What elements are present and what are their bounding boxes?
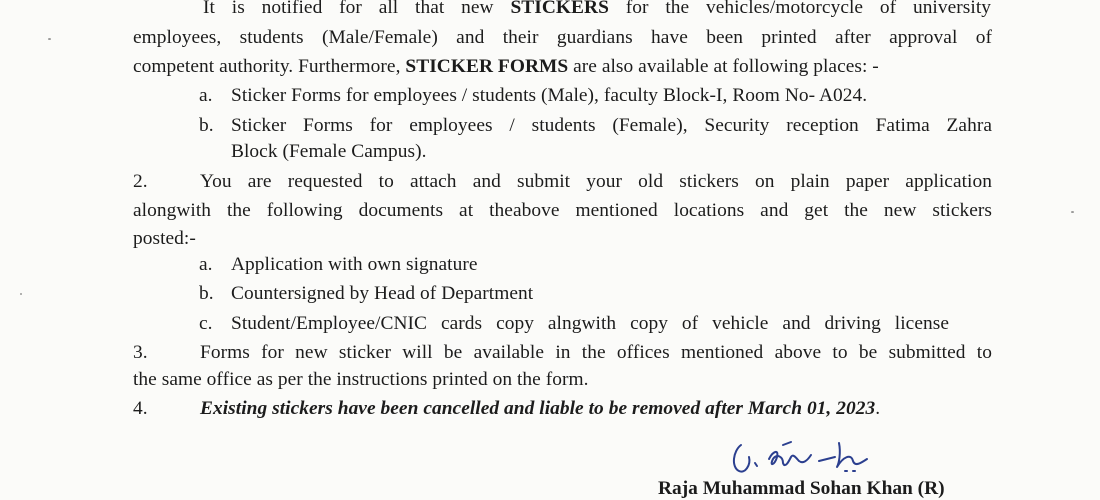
scan-speck xyxy=(20,293,22,295)
para1-line2: employees, students (Male/Female) and their guardians have been printed after approval of xyxy=(133,27,992,48)
list-item: Countersigned by Head of Department xyxy=(231,283,534,304)
list-item: Application with own signature xyxy=(231,254,478,275)
stickers-keyword: STICKERS xyxy=(510,0,609,18)
para3-line2: the same office as per the instructions printed on the form. xyxy=(133,369,589,390)
list-marker: a. xyxy=(199,85,213,106)
para3-number: 3. xyxy=(133,342,148,363)
para2-line2: alongwith the following documents at theabove mentioned locations and get the new stickers xyxy=(133,200,992,221)
para4-number: 4. xyxy=(133,398,148,419)
list-item: Sticker Forms for employees / students (Male), faculty Block-I, Room No- A024. xyxy=(231,85,868,106)
cancellation-notice: Existing stickers have been cancelled and liable to be removed after March 01, 2023 xyxy=(200,398,876,419)
list-item: Sticker Forms for employees / students (Female), Security reception Fatima Zahra xyxy=(231,115,992,136)
para1-line1: It is notified for all that new STICKERS for the vehicles/motorcycle of university xyxy=(203,0,991,19)
list-marker: a. xyxy=(199,254,213,275)
sticker-forms-keyword: STICKER FORMS xyxy=(405,56,569,77)
para1-line3: competent authority. Furthermore, STICKER FORMS are also available at following places: - xyxy=(133,56,879,77)
list-item: Student/Employee/CNIC cards copy alngwith copy of vehicle and driving license xyxy=(231,313,949,334)
signature-icon xyxy=(725,433,885,477)
para3-line1: Forms for new sticker will be available in the offices mentioned above to be submitted to xyxy=(200,342,992,363)
para4-line: Existing stickers have been cancelled and liable to be removed after March 01, 2023. xyxy=(200,398,881,419)
para2-line3: posted:- xyxy=(133,228,196,249)
scan-speck xyxy=(1071,211,1074,213)
list-marker: c. xyxy=(199,313,213,334)
para2-line1: You are requested to attach and submit your old stickers on plain paper application xyxy=(200,171,992,192)
list-item-continuation: Block (Female Campus). xyxy=(231,141,427,162)
para2-number: 2. xyxy=(133,171,148,192)
signatory-name: Raja Muhammad Sohan Khan (R) xyxy=(658,478,945,499)
list-marker: b. xyxy=(199,115,214,136)
list-marker: b. xyxy=(199,283,214,304)
scan-speck xyxy=(48,38,51,40)
